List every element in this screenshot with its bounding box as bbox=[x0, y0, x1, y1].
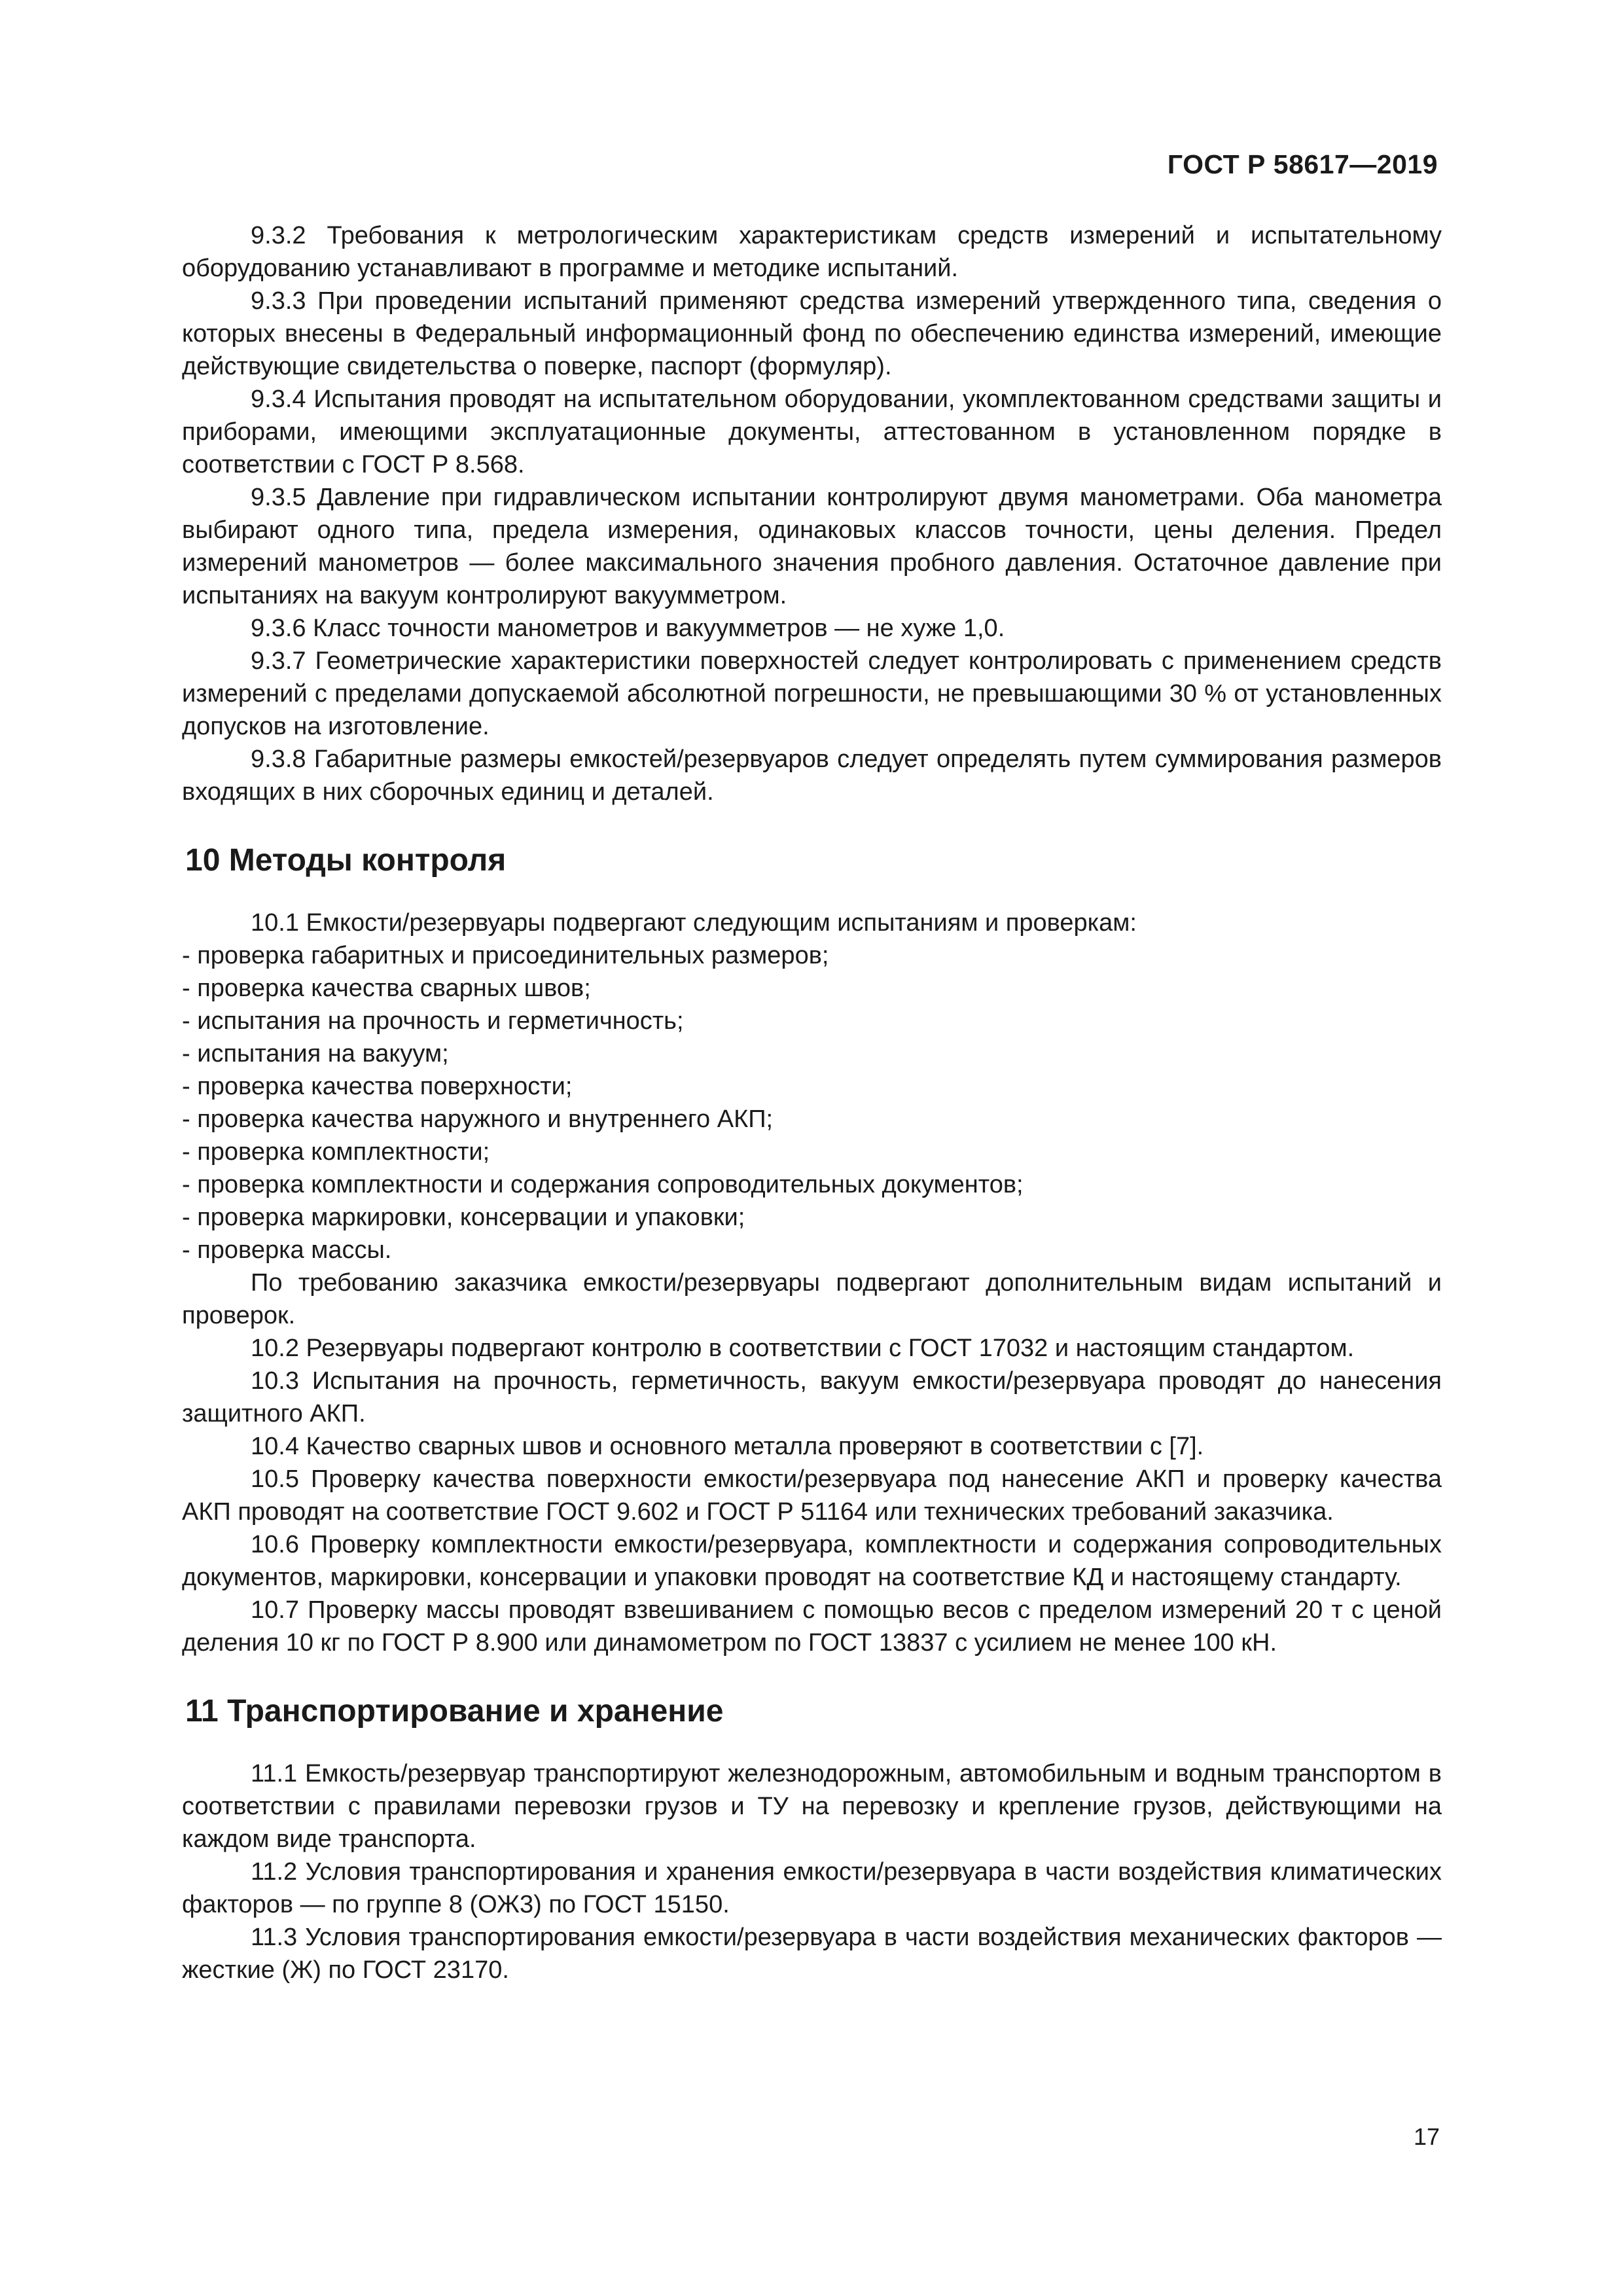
section-heading-11: 11 Транспортирование и хранение bbox=[185, 1694, 724, 1729]
inspection-list bbox=[182, 939, 1442, 1266]
document-id-header: ГОСТ Р 58617—2019 bbox=[1167, 149, 1438, 179]
list-item: - проверка габаритных и присоединительных размеров; bbox=[182, 942, 829, 969]
list-item: - проверка маркировки, консервации и упаковки; bbox=[182, 1204, 745, 1231]
paragraph-9-3-2: 9.3.2 Требования к метрологическим характеристикам средств измерений и испытательному оборудованию устанавливают в программе и методике испытаний. bbox=[182, 222, 1442, 282]
paragraph-10-2: 10.2 Резервуары подвергают контролю в соответствии с ГОСТ 17032 и настоящим стандартом. bbox=[251, 1335, 1355, 1362]
paragraph-11-3: 11.3 Условия транспортирования емкости/резервуара в части воздействия механических факторов — жесткие (Ж) по ГОСТ 23170. bbox=[182, 1924, 1442, 1984]
page-number: 17 bbox=[1413, 2123, 1440, 2150]
list-item: - проверка комплектности и содержания сопроводительных документов; bbox=[182, 1171, 1024, 1198]
paragraph-9-3-3: 9.3.3 При проведении испытаний применяют средства измерений утвержденного типа, сведения о которых внесены в Федеральный информационный фонд по обеспечению единства измерений, имеющие действующие свидетельства о поверке, паспорт (формуляр). bbox=[182, 287, 1442, 380]
paragraph-9-3-8: 9.3.8 Габаритные размеры емкостей/резервуаров следует определять путем суммирования размеров входящих в них сборочных единиц и деталей. bbox=[182, 745, 1442, 806]
paragraph-10-5: 10.5 Проверку качества поверхности емкости/резервуара под нанесение АКП и проверку качества АКП проводят на соответствие ГОСТ 9.602 и ГОСТ Р 51164 или технических требований заказчика. bbox=[182, 1465, 1442, 1526]
list-item: - проверка качества наружного и внутреннего АКП; bbox=[182, 1105, 774, 1133]
list-item: - проверка комплектности; bbox=[182, 1138, 490, 1166]
section-heading-10: 10 Методы контроля bbox=[185, 843, 507, 878]
page-content bbox=[182, 219, 1442, 1986]
list-item: - проверка массы. bbox=[182, 1236, 392, 1264]
paragraph-10-4: 10.4 Качество сварных швов и основного металла проверяют в соответствии с [7]. bbox=[251, 1433, 1204, 1460]
paragraph-11-2: 11.2 Условия транспортирования и хранения емкости/резервуара в части воздействия климатических факторов — по группе 8 (ОЖ3) по ГОСТ 15150. bbox=[182, 1858, 1442, 1918]
paragraph-9-3-7: 9.3.7 Геометрические характеристики поверхностей следует контролировать с применением средств измерений с пределами допускаемой абсолютной погрешности, не превышающими 30 % от установленных допусков на изготовление. bbox=[182, 647, 1442, 740]
paragraph-9-3-6: 9.3.6 Класс точности манометров и вакуумметров — не хуже 1,0. bbox=[251, 615, 1005, 642]
paragraph-10-1-extra: По требованию заказчика емкости/резервуары подвергают дополнительным видам испытаний и проверок. bbox=[182, 1269, 1442, 1329]
list-item: - проверка качества сварных швов; bbox=[182, 975, 591, 1002]
list-item: - испытания на прочность и герметичность; bbox=[182, 1007, 684, 1035]
paragraph-10-6: 10.6 Проверку комплектности емкости/резервуара, комплектности и содержания сопроводительных документов, маркировки, консервации и упаковки проводят на соответствие КД и настоящему стандарту. bbox=[182, 1531, 1442, 1591]
paragraph-10-3: 10.3 Испытания на прочность, герметичность, вакуум емкости/резервуара проводят до нанесения защитного АКП. bbox=[182, 1367, 1442, 1427]
list-item: - испытания на вакуум; bbox=[182, 1040, 449, 1067]
paragraph-9-3-4: 9.3.4 Испытания проводят на испытательном оборудовании, укомплектованном средствами защиты и приборами, имеющими эксплуатационные документы, аттестованном в установленном порядке в соответствии с ГОСТ Р 8.568. bbox=[182, 386, 1442, 478]
paragraph-9-3-5: 9.3.5 Давление при гидравлическом испытании контролируют двумя манометрами. Оба манометра выбирают одного типа, предела измерения, одинаковых классов точности, цены деления. Предел измерений манометров — более максимального значения пробного давления. Остаточное давление при испытаниях на вакуум контролируют вакуумметром. bbox=[182, 484, 1442, 609]
paragraph-11-1: 11.1 Емкость/резервуар транспортируют железнодорожным, автомобильным и водным транспортом в соответствии с правилами перевозки грузов и ТУ на перевозку и крепление грузов, действующими на каждом виде транспорта. bbox=[182, 1760, 1442, 1853]
paragraph-10-1: 10.1 Емкости/резервуары подвергают следующим испытаниям и проверкам: bbox=[251, 909, 1137, 937]
list-item: - проверка качества поверхности; bbox=[182, 1073, 573, 1100]
paragraph-10-7: 10.7 Проверку массы проводят взвешиванием с помощью весов с пределом измерений 20 т с ценой деления 10 кг по ГОСТ Р 8.900 или динамометром по ГОСТ 13837 с усилием не менее 100 кН. bbox=[182, 1596, 1442, 1657]
